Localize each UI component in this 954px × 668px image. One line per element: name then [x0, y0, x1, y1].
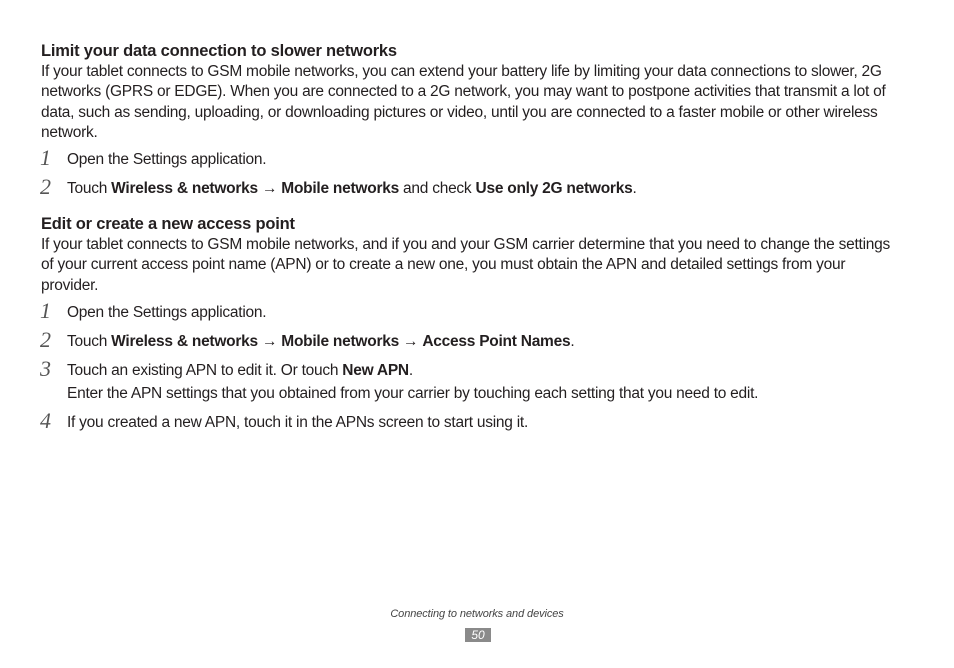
menu-path-mobile-networks: Mobile networks [281, 180, 399, 198]
page-content [41, 40, 901, 433]
step-item [40, 356, 901, 404]
step-subtext: Enter the APN settings that you obtained from your carrier by touching each setting that you need to edit. [67, 385, 759, 403]
step-text-part: Touch an existing APN to edit it. Or touch [67, 362, 343, 380]
steps-list-access-point [40, 298, 901, 434]
step-text-part: . [570, 333, 575, 351]
arrow-icon: → [398, 333, 423, 351]
step-text-part: and check [398, 180, 476, 198]
step-item [40, 298, 901, 324]
footer-chapter-title: Connecting to networks and devices [390, 608, 564, 620]
section-intro-limit-data: If your tablet connects to GSM mobile networks, you can extend your battery life by limiting your data connections to slower, 2G networks (GPRS or EDGE). When you are connected to a 2G network, you may want to postpone activities that transmit a lot of data, such as sending, uploading, or downloading pictures or video, until you are connected to a faster mobile or other wireless network. [41, 63, 886, 141]
step-number: 1 [40, 145, 51, 171]
step-text-part: . [632, 180, 637, 198]
step-text: Open the Settings application. [67, 304, 267, 322]
steps-list-limit-data [40, 145, 901, 200]
arrow-icon: → [257, 180, 282, 198]
arrow-icon: → [257, 333, 282, 351]
section-title-access-point: Edit or create a new access point [41, 215, 295, 234]
step-text: If you created a new APN, touch it in the APNs screen to start using it. [67, 414, 529, 432]
menu-path-mobile-networks: Mobile networks [281, 333, 399, 351]
step-number: 3 [40, 356, 51, 382]
menu-path-access-point-names: Access Point Names [422, 333, 571, 351]
option-use-only-2g: Use only 2G networks [475, 180, 633, 198]
menu-path-wireless-networks: Wireless & networks [111, 333, 258, 351]
option-new-apn: New APN [342, 362, 409, 380]
page-number-badge: 50 [465, 628, 491, 642]
step-item [40, 327, 901, 353]
step-number: 1 [40, 298, 51, 324]
step-number: 4 [40, 408, 51, 434]
step-number: 2 [40, 327, 51, 353]
section-title-limit-data: Limit your data connection to slower networks [41, 42, 397, 60]
step-item [40, 408, 901, 434]
section-access-point [41, 213, 901, 433]
step-text: Open the Settings application. [67, 151, 267, 169]
section-intro-access-point: If your tablet connects to GSM mobile networks, and if you and your GSM carrier determine that you need to change the settings of your current access point name (APN) or to create a new one, you must obtain the APN and detailed settings from your provider. [41, 236, 891, 294]
menu-path-wireless-networks: Wireless & networks [111, 180, 258, 198]
step-text-part: Touch [67, 333, 112, 351]
step-text-part: Touch [67, 180, 112, 198]
step-item [40, 174, 901, 200]
step-text-part: . [408, 362, 413, 380]
step-number: 2 [40, 174, 51, 200]
step-item [40, 145, 901, 171]
